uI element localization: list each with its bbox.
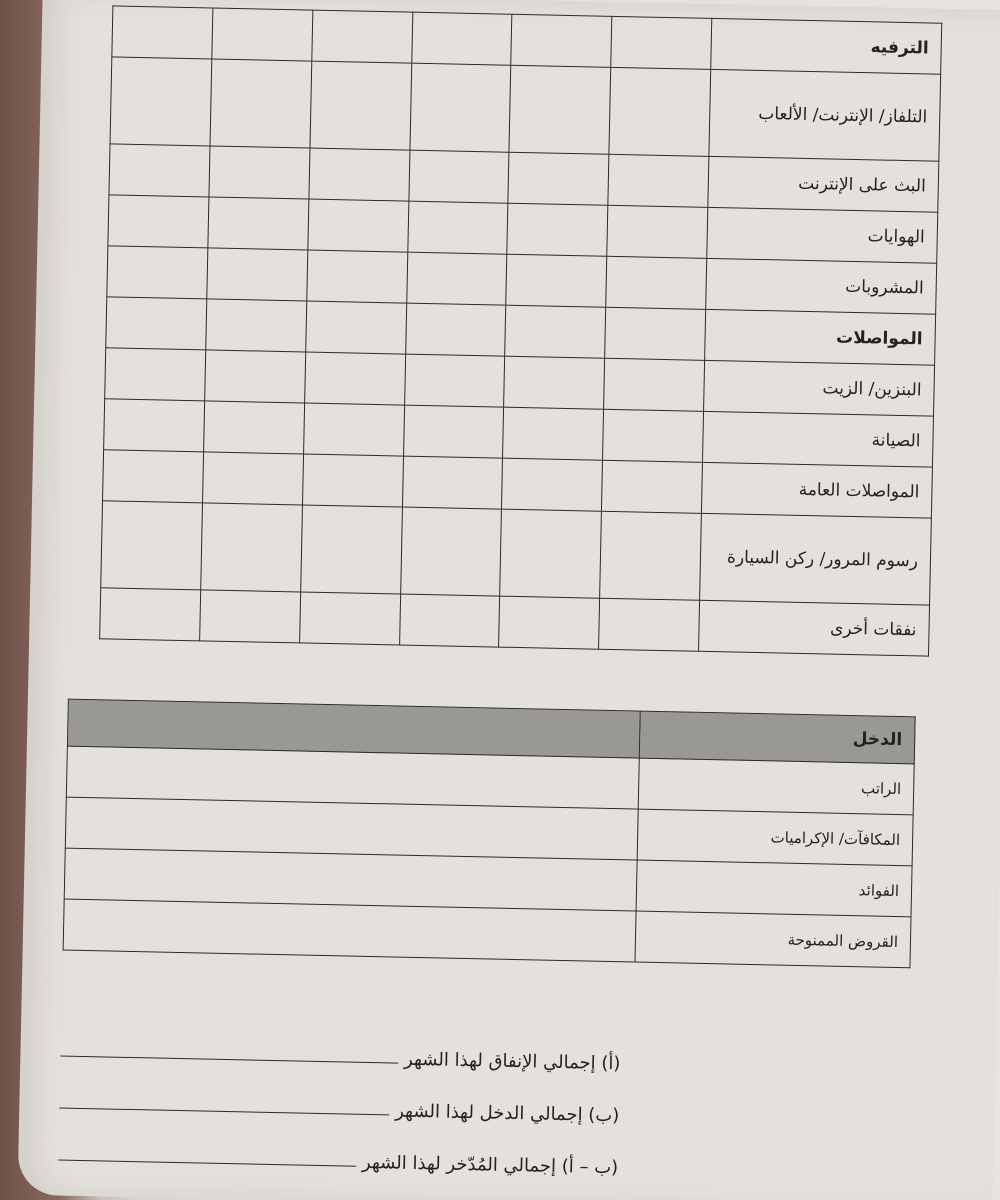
expense-value-cell[interactable] [206, 299, 307, 352]
expense-row-label: المشروبات [706, 258, 937, 314]
expense-value-cell[interactable] [511, 14, 612, 67]
expense-value-cell[interactable] [208, 197, 309, 250]
expense-value-cell[interactable] [609, 67, 711, 156]
expense-value-cell[interactable] [107, 246, 208, 299]
totals-section [58, 1011, 621, 1179]
income-row-label: القروض الممنوحة [635, 911, 911, 968]
income-row-label: الفوائد [636, 860, 912, 917]
income-header-label: الدخل [639, 711, 915, 764]
expense-value-cell[interactable] [608, 154, 709, 207]
expense-value-cell[interactable] [504, 356, 605, 409]
expense-value-cell[interactable] [402, 456, 503, 509]
expense-value-cell[interactable] [308, 199, 409, 252]
expense-value-cell[interactable] [205, 350, 306, 403]
expense-value-cell[interactable] [604, 358, 705, 411]
expense-value-cell[interactable] [105, 348, 206, 401]
expense-value-cell[interactable] [299, 592, 400, 645]
expense-value-cell[interactable] [110, 57, 212, 146]
expense-value-cell[interactable] [499, 596, 600, 649]
expense-value-cell[interactable] [505, 305, 606, 358]
expense-value-cell[interactable] [599, 598, 700, 651]
expense-value-cell[interactable] [101, 501, 203, 590]
expense-row-label: نفقات أخرى [699, 600, 930, 656]
expense-value-cell[interactable] [508, 152, 609, 205]
expense-value-cell[interactable] [602, 460, 703, 513]
expense-value-cell[interactable] [104, 399, 205, 452]
expense-value-cell[interactable] [409, 63, 511, 152]
income-row-label: المكافآت/ الإكراميات [637, 809, 913, 866]
expense-value-cell[interactable] [310, 61, 412, 150]
expense-value-cell[interactable] [207, 248, 308, 301]
income-value-cell[interactable] [63, 899, 636, 962]
expense-value-cell[interactable] [112, 6, 213, 59]
expense-value-cell[interactable] [502, 458, 603, 511]
expense-row-label: الهوايات [707, 207, 938, 263]
expense-value-cell[interactable] [199, 590, 300, 643]
expense-value-cell[interactable] [108, 195, 209, 248]
expense-row-label: المواصلات العامة [701, 462, 932, 518]
expense-value-cell[interactable] [302, 454, 403, 507]
expense-value-cell[interactable] [209, 146, 310, 199]
expense-value-cell[interactable] [611, 16, 712, 69]
expense-value-cell[interactable] [403, 405, 504, 458]
expense-value-cell[interactable] [399, 594, 500, 647]
expense-row-label: التلفاز/ الإنترنت/ الألعاب [709, 69, 941, 161]
expense-value-cell[interactable] [607, 205, 708, 258]
expense-row-label: البنزين/ الزيت [704, 360, 935, 416]
income-row-label: الراتب [638, 758, 914, 815]
expense-value-cell[interactable] [606, 256, 707, 309]
expenses-table [99, 5, 942, 656]
expense-value-cell[interactable] [500, 509, 602, 598]
expense-value-cell[interactable] [109, 144, 210, 197]
expense-value-cell[interactable] [407, 201, 508, 254]
expense-value-cell[interactable] [400, 507, 502, 596]
expense-value-cell[interactable] [408, 150, 509, 203]
expense-value-cell[interactable] [506, 254, 607, 307]
expense-value-cell[interactable] [210, 59, 312, 148]
expense-value-cell[interactable] [304, 352, 405, 405]
expense-value-cell[interactable] [303, 403, 404, 456]
expense-value-cell[interactable] [311, 10, 412, 63]
expense-value-cell[interactable] [411, 12, 512, 65]
expense-value-cell[interactable] [201, 503, 303, 592]
expense-value-cell[interactable] [202, 452, 303, 505]
expense-value-cell[interactable] [300, 505, 402, 594]
expense-value-cell[interactable] [309, 148, 410, 201]
expense-value-cell[interactable] [203, 401, 304, 454]
expense-value-cell[interactable] [503, 407, 604, 460]
expense-value-cell[interactable] [306, 250, 407, 303]
total-savings-blank[interactable] [58, 1160, 356, 1167]
income-table [63, 699, 916, 969]
total-income-label: (ب) إجمالي الدخل لهذا الشهر [395, 1100, 620, 1127]
total-spending-label: (أ) إجمالي الإنفاق لهذا الشهر [403, 1048, 621, 1075]
expense-row-label: رسوم المرور/ ركن السيارة [700, 513, 932, 605]
expense-value-cell[interactable] [600, 511, 702, 600]
expense-value-cell[interactable] [509, 65, 611, 154]
expense-value-cell[interactable] [605, 307, 706, 360]
book-page [17, 0, 1000, 1200]
expense-value-cell[interactable] [404, 354, 505, 407]
total-spending-blank[interactable] [60, 1056, 398, 1064]
expense-value-cell[interactable] [406, 252, 507, 305]
total-income-blank[interactable] [59, 1108, 389, 1116]
expense-value-cell[interactable] [100, 588, 201, 641]
expense-row-label: الصيانة [702, 411, 933, 467]
expense-value-cell[interactable] [603, 409, 704, 462]
expense-value-cell[interactable] [405, 303, 506, 356]
total-savings-label: (ب – أ) إجمالي المُدّخر لهذا الشهر [361, 1151, 619, 1179]
expense-row-label: البث على الإنترنت [708, 156, 939, 212]
expense-value-cell[interactable] [103, 450, 204, 503]
expense-value-cell[interactable] [305, 301, 406, 354]
expense-value-cell[interactable] [106, 297, 207, 350]
expense-row-label: الترفيه [711, 18, 942, 74]
expense-value-cell[interactable] [212, 8, 313, 61]
expense-row-label: المواصلات [705, 309, 936, 365]
expense-value-cell[interactable] [507, 203, 608, 256]
